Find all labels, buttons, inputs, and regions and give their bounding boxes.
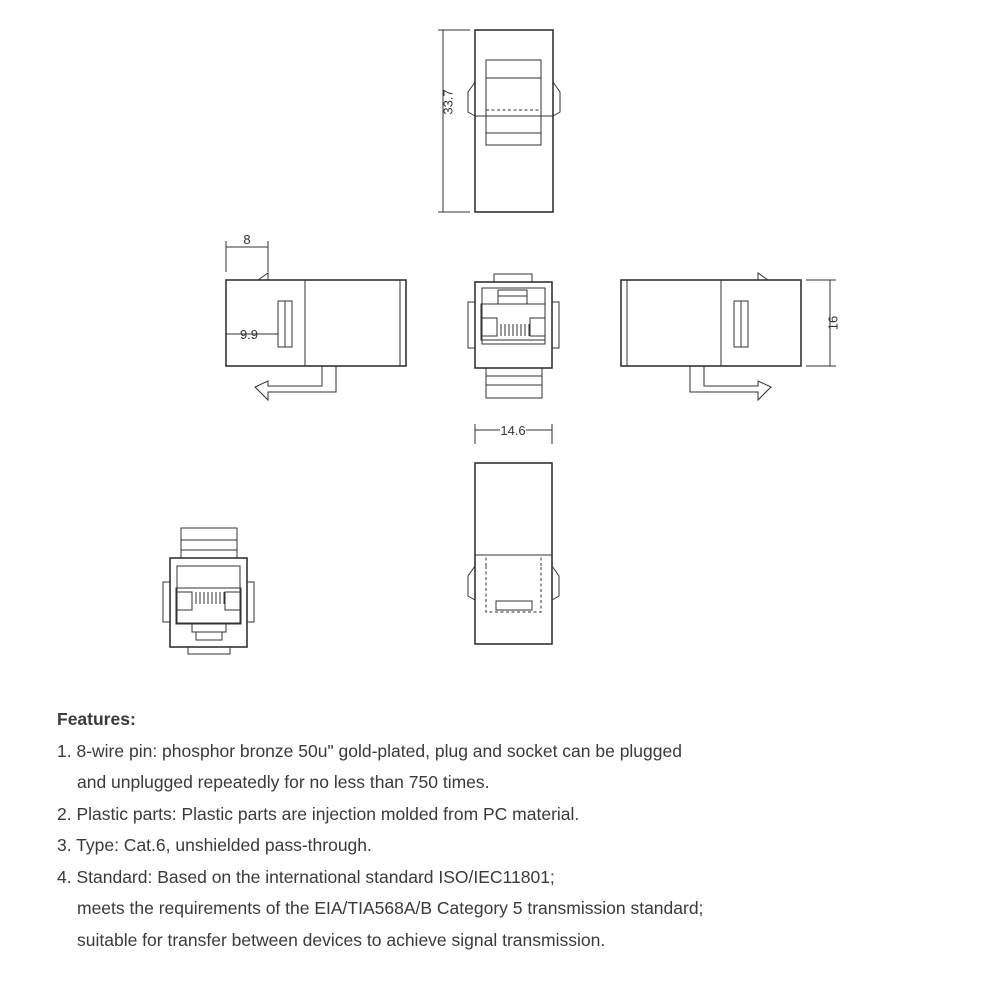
right-view (621, 273, 840, 400)
dimension-height-top: 33.7 (440, 89, 456, 115)
rear-view (163, 528, 254, 654)
feature-item-2: 2. Plastic parts: Plastic parts are injection molded from PC material. (57, 803, 580, 824)
dimension-offset-left: 9.9 (239, 327, 259, 342)
front-view (468, 274, 559, 398)
top-view (438, 30, 560, 212)
feature-item-1-continuation: and unplugged repeatedly for no less than 750 times. (77, 772, 490, 792)
feature-item-4-continuation: suitable for transfer between devices to achieve signal transmission. (77, 929, 606, 950)
features-section (57, 704, 957, 956)
dimension-height-right: 16 (825, 315, 841, 331)
dimension-width-bottom: 14.6 (500, 423, 526, 438)
left-view (226, 232, 406, 400)
features-title: Features: (57, 709, 136, 729)
feature-item-3: 3. Type: Cat.6, unshielded pass-through. (57, 835, 372, 855)
feature-item-4-continuation: meets the requirements of the EIA/TIA568A/B Category 5 transmission standard; (77, 898, 704, 918)
bottom-side-view (468, 423, 559, 644)
feature-item-1: 1. 8-wire pin: phosphor bronze 50u" gold-plated, plug and socket can be plugged (57, 740, 682, 761)
feature-item-4: 4. Standard: Based on the international standard ISO/IEC11801; (57, 866, 555, 887)
dimension-depth-left: 8 (243, 232, 251, 247)
